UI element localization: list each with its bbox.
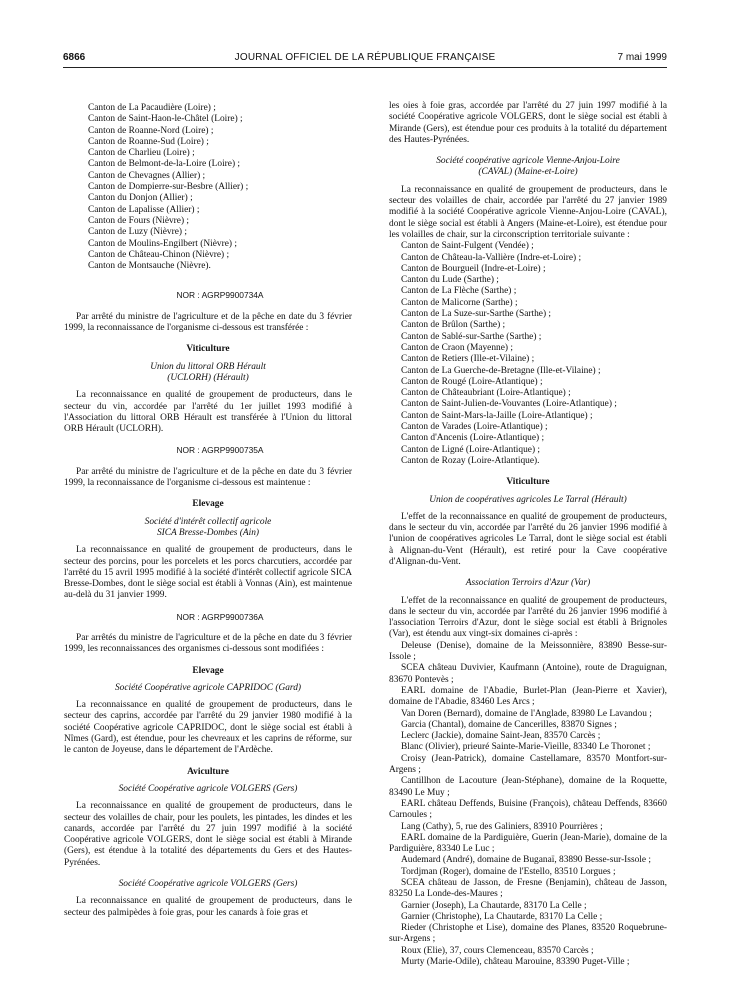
canton-item: Canton de Montsauche (Nièvre).	[88, 261, 211, 272]
canton-item: Canton de Dompierre-sur-Besbre (Allier) ;	[88, 182, 249, 193]
canton-item: Canton de Saint-Haon-le-Châtel (Loire) ;	[88, 114, 243, 125]
canton-item: Canton de Rougé (Loire-Atlantique) ;	[401, 376, 543, 387]
journal-title: JOURNAL OFFICIEL DE LA RÉPUBLIQUE FRANÇAISE	[234, 52, 496, 63]
canton-item: Canton de Ligné (Loire-Atlantique) ;	[401, 444, 541, 455]
canton-item: Canton de Charlieu (Loire) ;	[88, 148, 195, 159]
header-rule	[63, 67, 667, 68]
canton-item: Canton de Château-Chinon (Nièvre) ;	[88, 249, 230, 260]
organisation-name: Société coopérative agricole Vienne-Anjou-Loire	[436, 156, 620, 167]
domaine-item: EARL château Deffends, Buisine (François), château Deffends, 83660 Carnoules ;	[389, 798, 667, 821]
canton-item: Canton de Luzy (Nièvre) ;	[88, 227, 187, 238]
body-paragraph: les oies à foie gras, accordée par l'arrêté du 27 juin 1997 modifié à la société Coopérative agricole VOLGERS, dont le siège social est établi à Mirande (Gers), est étendue pour ces produits à la totalité du département des Hautes-Pyrénées.	[389, 101, 667, 145]
domaine-item: Deleuse (Denise), domaine de la Meissonnière, 83890 Besse-sur-Issole ;	[389, 640, 667, 663]
canton-item: Canton de La Flèche (Sarthe) ;	[401, 286, 517, 297]
canton-list-1	[88, 103, 352, 272]
canton-item: Canton de Châteaubriant (Loire-Atlantique) ;	[401, 388, 571, 399]
domaine-item: SCEA château Duvivier, Kaufmann (Antoine), route de Draguignan, 83670 Pontevès ;	[389, 663, 667, 685]
nor-reference: NOR : AGRP9900735A	[176, 445, 264, 456]
canton-item: Canton de Saint-Julien-de-Vouvantes (Loire-Atlantique) ;	[401, 399, 617, 410]
body-paragraph: La reconnaissance en qualité de groupement de producteurs, dans le secteur des caprins, accordée par l'arrêté du 29 janvier 1980 modifié à la société Coopérative agricole CAPRIDOC, dont le siège social est établi à Nîmes (Gard), est étendue, pour les chevreaux et les caprins de réforme, sur le canton de Joyeuse, dans le département de l'Ardèche.	[64, 700, 352, 756]
domaine-item: Croisy (Jean-Patrick), domaine Castellamare, 83570 Montfort-sur-Argens ;	[389, 753, 667, 776]
canton-item: Canton du Lude (Sarthe) ;	[401, 275, 499, 286]
organisation-name: Association Terroirs d'Azur (Var)	[465, 578, 591, 589]
domaine-item: SCEA château de Jasson, de Fresne (Benjamin), château de Jasson, 83250 La Londe-des-Maures ;	[389, 878, 667, 900]
section-heading: Aviculture	[187, 766, 229, 777]
section-heading: Viticulture	[186, 344, 230, 355]
canton-item: Canton d'Ancenis (Loire-Atlantique) ;	[401, 433, 545, 444]
organisation-name: Union du littoral ORB Hérault	[150, 361, 266, 372]
right-column	[389, 101, 667, 968]
body-paragraph: La reconnaissance en qualité de groupement de producteurs, dans le secteur des palmipèdes à foie gras, pour les canards à foie gras et	[64, 896, 352, 918]
canton-item: Canton de Roanne-Sud (Loire) ;	[88, 136, 209, 147]
canton-item: Canton de La Suze-sur-Sarthe (Sarthe) ;	[401, 309, 552, 320]
canton-item: Canton du Donjon (Allier) ;	[88, 193, 193, 204]
body-paragraph: La reconnaissance en qualité de groupement de producteurs, dans le secteur des volailles de chair, accordée par l'arrêté du 27 janvier 1989 modifié à la société Coopérative agricole Vienne-Anjou-Loire (CAVAL), dont le siège social est établi à Angers (Maine-et-Loire), est étendue pour les volailles de chair, sur la circonscription territoriale suivante :	[389, 184, 667, 240]
section-heading: Elevage	[192, 665, 224, 676]
body-paragraph: L'effet de la reconnaissance en qualité de groupement de producteurs, dans le secteur du vin, accordée par l'arrêté du 26 janvier 1996 modifié à l'association Terroirs d'Azur, dont le siège social est établi à Brignoles (Var), est étendu aux vingt-six domaines ci-après :	[389, 595, 667, 640]
canton-item: Canton de La Pacaudière (Loire) ;	[88, 103, 216, 113]
domaine-item: Tordjman (Roger), domaine de l'Estello, 83510 Lorgues ;	[401, 866, 616, 877]
canton-item: Canton de Rozay (Loire-Atlantique).	[401, 455, 540, 466]
organisation-name: Société Coopérative agricole CAPRIDOC (Gard)	[114, 682, 302, 693]
domaine-item: Van Doren (Bernard), domaine de l'Anglade, 83980 Le Lavandou ;	[401, 708, 652, 719]
section-heading: Elevage	[192, 499, 224, 510]
canton-item: Canton de Retiers (Ille-et-Vilaine) ;	[401, 354, 535, 365]
canton-item: Canton de Lapalisse (Allier) ;	[88, 204, 200, 215]
domaine-item: Garnier (Christophe), La Chautarde, 83170 La Celle ;	[401, 911, 603, 922]
canton-item: Canton de Craon (Mayenne) ;	[401, 342, 513, 353]
canton-item: Canton de Varades (Loire-Atlantique) ;	[401, 422, 548, 433]
canton-item: Canton de Roanne-Nord (Loire) ;	[88, 125, 214, 136]
domaine-item: Rieder (Christophe et Lise), domaine des Planes, 83520 Roquebrune-sur-Argens ;	[389, 923, 667, 945]
arrete-paragraph: Par arrêté du ministre de l'agriculture et de la pêche en date du 3 février 1999, la reconnaissance de l'organisme ci-dessous est maintenue :	[64, 466, 352, 489]
canton-item: Canton de Chevagnes (Allier) ;	[88, 170, 206, 181]
canton-item: Canton de Belmont-de-la-Loire (Loire) ;	[88, 159, 241, 170]
domaine-item: Lang (Cathy), 5, rue des Galiniers, 83910 Pourrières ;	[401, 821, 603, 832]
issue-date: 7 mai 1999	[617, 52, 667, 63]
page-number: 6866	[63, 52, 86, 63]
nor-reference: NOR : AGRP9900736A	[176, 611, 264, 622]
canton-item: Canton de Saint-Fulgent (Vendée) ;	[401, 241, 534, 252]
domaine-item: EARL domaine de l'Abadie, Burlet-Plan (Jean-Pierre et Xavier), domaine de l'Abadie, 83460 Les Arcs ;	[389, 685, 667, 708]
domaine-item: Audemard (André), domaine de Buganaï, 83890 Besse-sur-Issole ;	[401, 855, 652, 866]
domaine-item: Garnier (Joseph), La Chautarde, 83170 La Celle ;	[401, 900, 587, 911]
canton-item: Canton de Malicorne (Sarthe) ;	[401, 297, 518, 308]
arrete-paragraph: Par arrêté du ministre de l'agriculture et de la pêche en date du 3 février 1999, la reconnaissance de l'organisme ci-dessous est transférée :	[64, 311, 352, 334]
nor-reference: NOR : AGRP9900734A	[176, 290, 264, 301]
body-paragraph: La reconnaissance en qualité de groupement de producteurs, dans le secteur du vin, accordée par l'arrêté du 1er juillet 1993 modifié à l'Association du littoral ORB Hérault est transférée à l'Union du littoral ORB Hérault (UCLORH).	[64, 390, 352, 435]
domaine-item: Cantillhon de Lacouture (Jean-Stéphane), domaine de la Roquette, 83490 Le Muy ;	[389, 776, 667, 798]
domaine-list	[389, 641, 667, 969]
organisation-name: Société Coopérative agricole VOLGERS (Gers)	[118, 879, 298, 890]
canton-list-2	[389, 241, 667, 467]
canton-item: Canton de Fours (Nièvre) ;	[88, 215, 190, 226]
body-paragraph: La reconnaissance en qualité de groupement de producteurs, dans le secteur des volailles de chair, pour les poulets, les pintades, les dindes et les canards, accordée par l'arrêté du 27 juin 1997 modifié à la société Coopérative agricole VOLGERS, dont le siège social est établi à Mirande (Gers), est étendue à la totalité des départements du Gers et des Hautes-Pyrénées.	[64, 801, 352, 868]
body-paragraph: La reconnaissance en qualité de groupement de producteurs, dans le secteur des porcins, pour les porcelets et les porcs charcutiers, accordée par l'arrêté du 15 avril 1995 modifié à la société d'intérêt collectif agricole SICA Bresse-Dombes, dont le siège social est établi à Vonnas (Ain), est maintenue au-delà du 31 janvier 1999.	[64, 545, 352, 601]
organisation-name: (CAVAL) (Maine-et-Loire)	[478, 167, 578, 178]
arrete-paragraph: Par arrêtés du ministre de l'agriculture et de la pêche en date du 3 février 1999, les reconnaissances des organismes ci-dessous sont modifiées :	[64, 632, 352, 655]
canton-item: Canton de Moulins-Engilbert (Nièvre) ;	[88, 238, 237, 249]
canton-item: Canton de Bourgueil (Indre-et-Loire) ;	[401, 263, 546, 274]
domaine-item: Blanc (Olivier), prieuré Sainte-Marie-Vieille, 83340 Le Thoronet ;	[401, 742, 651, 753]
canton-item: Canton de Saint-Mars-la-Jaille (Loire-Atlantique) ;	[401, 410, 593, 421]
canton-item: Canton de La Guerche-de-Bretagne (Ille-et-Vilaine) ;	[401, 365, 601, 376]
domaine-item: Leclerc (Jackie), domaine Saint-Jean, 83570 Carcès ;	[401, 731, 601, 742]
domaine-item: Garcia (Chantal), domaine de Cancerilles, 83870 Signes ;	[401, 719, 617, 730]
left-column	[64, 103, 352, 919]
section-heading: Viticulture	[506, 477, 550, 488]
organisation-name: Société d'intérêt collectif agricole	[144, 516, 272, 527]
canton-item: Canton de Sablé-sur-Sarthe (Sarthe) ;	[401, 331, 542, 342]
organisation-name: SICA Bresse-Dombes (Ain)	[156, 527, 260, 538]
page-header	[63, 52, 667, 66]
organisation-name: Union de coopératives agricoles Le Tarral (Hérault)	[429, 494, 627, 505]
body-paragraph: L'effet de la reconnaissance en qualité de groupement de producteurs, dans le secteur du vin, accordée par l'arrêté du 26 janvier 1996 modifié à l'union de coopératives agricoles Le Tarral, dont le siège social est établi à Alignan-du-Vent (Hérault), est retiré pour la Cave coopérative d'Alignan-du-Vent.	[389, 511, 667, 567]
domaine-item: Roux (Elie), 37, cours Clemenceau, 83570 Carcès ;	[401, 945, 594, 956]
organisation-name: Société Coopérative agricole VOLGERS (Gers)	[118, 783, 298, 794]
domaine-item: EARL domaine de la Pardiguière, Guerin (Jean-Marie), domaine de la Pardiguière, 83340 Le Luc ;	[389, 832, 667, 855]
domaine-item: Murty (Marie-Odile), château Marouine, 83390 Puget-Ville ;	[401, 957, 630, 968]
organisation-name: (UCLORH) (Hérault)	[167, 372, 249, 383]
canton-item: Canton de Brûlon (Sarthe) ;	[401, 320, 506, 331]
canton-item: Canton de Château-la-Vallière (Indre-et-Loire) ;	[401, 252, 582, 263]
